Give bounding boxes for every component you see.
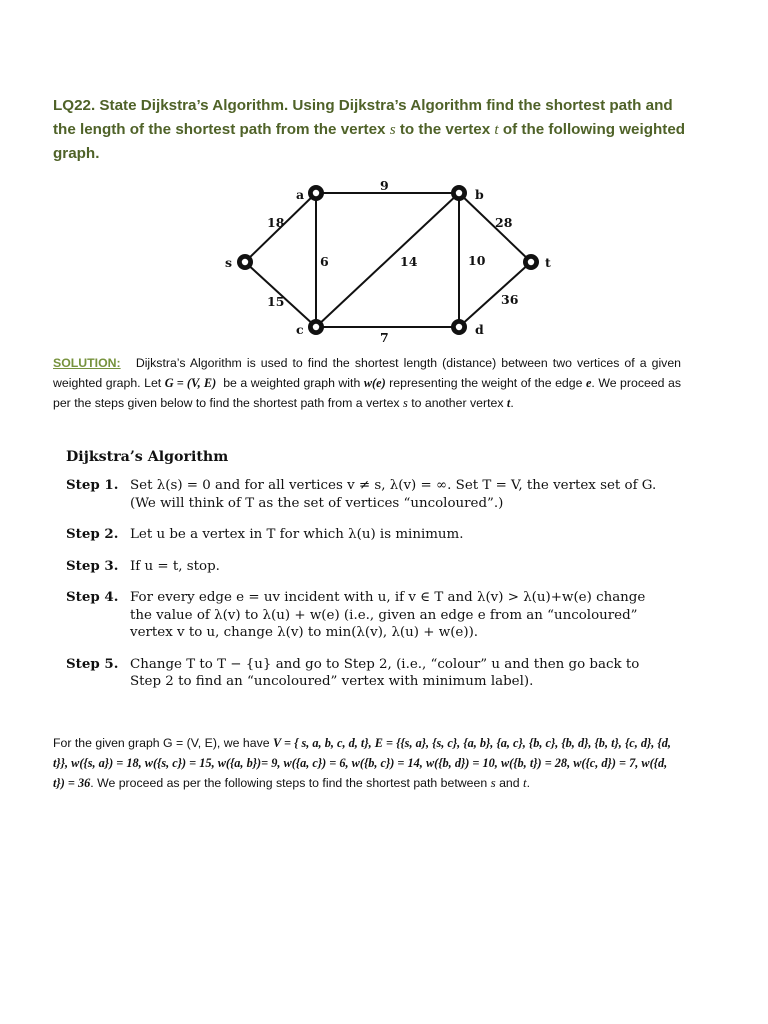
step-text: If u = t, stop. [130,558,220,574]
edge-weight-c-d: 7 [380,330,389,345]
given-text-3: and [495,776,524,790]
vertex-center-c [313,324,319,330]
vertex-label-b: b [475,187,484,202]
algorithm-step [66,656,666,691]
edge-weight-b-c: 14 [400,254,418,269]
solution-text-3: representing the weight of the edge [385,376,586,390]
solution-text-2: be a weighted graph with [219,376,364,390]
vertex-label-d: d [475,322,484,337]
edge-weight-a-b: 9 [380,178,389,193]
edge-weight-s-a: 18 [267,215,285,230]
step-text: Let u be a vertex in T for which λ(u) is minimum. [130,527,464,542]
question-text-1: LQ22. State Dijkstra’s Algorithm. Using Dijkstra’s Algorithm find the shortest path and the length of the shortest path from the vertex [53,97,673,138]
step-text: Change T to T − {u} and go to Step 2, (i.e., “colour” u and then go back to Step 2 to find an “uncoloured” vertex with minimum label). [130,656,640,689]
solution-edge-var: e [585,376,592,390]
step-text: Set λ(s) = 0 and for all vertices v ≠ s, λ(v) = ∞. Set T = V, the vertex set of G. (We will think of T as the set of vertices “uncoloured”.) [130,478,657,511]
vertex-label-s: s [225,255,233,270]
step-label: Step 5. [66,655,119,672]
solution-var-t: t [506,396,511,410]
given-text-2: . We proceed as per the following steps to find the shortest path between [90,776,491,790]
given-var-t: t [523,775,527,790]
given-graph-paragraph [53,733,679,793]
edge-weight-d-t: 36 [501,292,519,307]
vertex-center-b [456,190,462,196]
solution-text-6: . [510,396,514,410]
algorithm-block [66,449,666,705]
edge-b-c [316,193,459,327]
solution-var-s: s [402,396,408,410]
vertex-center-a [313,190,319,196]
solution-heading: SOLUTION: [53,356,121,370]
question-heading [53,94,693,166]
edge-d-t [459,262,531,327]
vertex-label-a: a [296,187,305,202]
step-label: Step 1. [66,477,119,493]
question-text-2: to the vertex [395,121,495,138]
solution-weight-fn: w(e) [363,376,386,390]
weighted-graph [215,178,565,348]
edge-weight-b-d: 10 [468,253,486,268]
solution-graph-def: G = (V, E) [164,376,217,390]
step-label: Step 2. [66,526,119,542]
solution-text-5: to another vertex [407,396,507,410]
vertex-label-c: c [296,322,304,337]
given-text-1: For the given graph G = (V, E), we have [53,736,273,750]
given-var-s: s [490,775,496,790]
edge-weight-s-c: 15 [267,294,285,309]
vertex-label-t: t [545,255,551,270]
question-var-s: s [389,121,396,138]
solution-text-4: . We proceed as per the steps given below to find the shortest path from a vertex [53,376,681,410]
algorithm-step [66,558,666,576]
algorithm-step [66,477,666,512]
given-text-4: . [526,776,531,790]
step-label: Step 4. [66,589,119,605]
algorithm-step [66,526,666,544]
vertex-center-t [528,259,534,265]
step-label: Step 3. [66,557,119,574]
solution-text-1: Dijkstra’s Algorithm is used to find the shortest length (distance) between two vertices of a given weighted graph. Let [53,356,681,390]
edge-weight-b-t: 28 [495,215,513,230]
edge-weight-a-c: 6 [320,254,329,269]
question-var-t: t [494,121,499,138]
given-sets-weights: V = { s, a, b, c, d, t}, E = {{s, a}, {s, c}, {a, b}, {a, c}, {b, c}, {b, d}, {b, t}, {c, d}, {d, t}}, w({s, a}) = 18, w({s, c}) = 15, w({a, b})= 9, w({a, c}) = 6, w({b, c}) = 14, w({b, d}) = 10, w({b, t}) = 28, w({c, d}) = 7, w({d, t}) = 36 [53,736,671,790]
question-text-3: of the following weighted graph. [53,121,686,162]
vertex-center-s [242,259,248,265]
step-text: For every edge e = uv incident with u, if v ∈ T and λ(v) > λ(u)+w(e) change the value of λ(v) to λ(u) + w(e) (i.e., given an edge e from an “uncoloured” vertex v to u, change λ(v) to min(λ(v), λ(u) + w(e)). [130,590,646,640]
algorithm-step [66,589,666,642]
algorithm-title: Dijkstra’s Algorithm [66,449,229,465]
vertex-center-d [456,324,462,330]
solution-paragraph [53,353,681,413]
